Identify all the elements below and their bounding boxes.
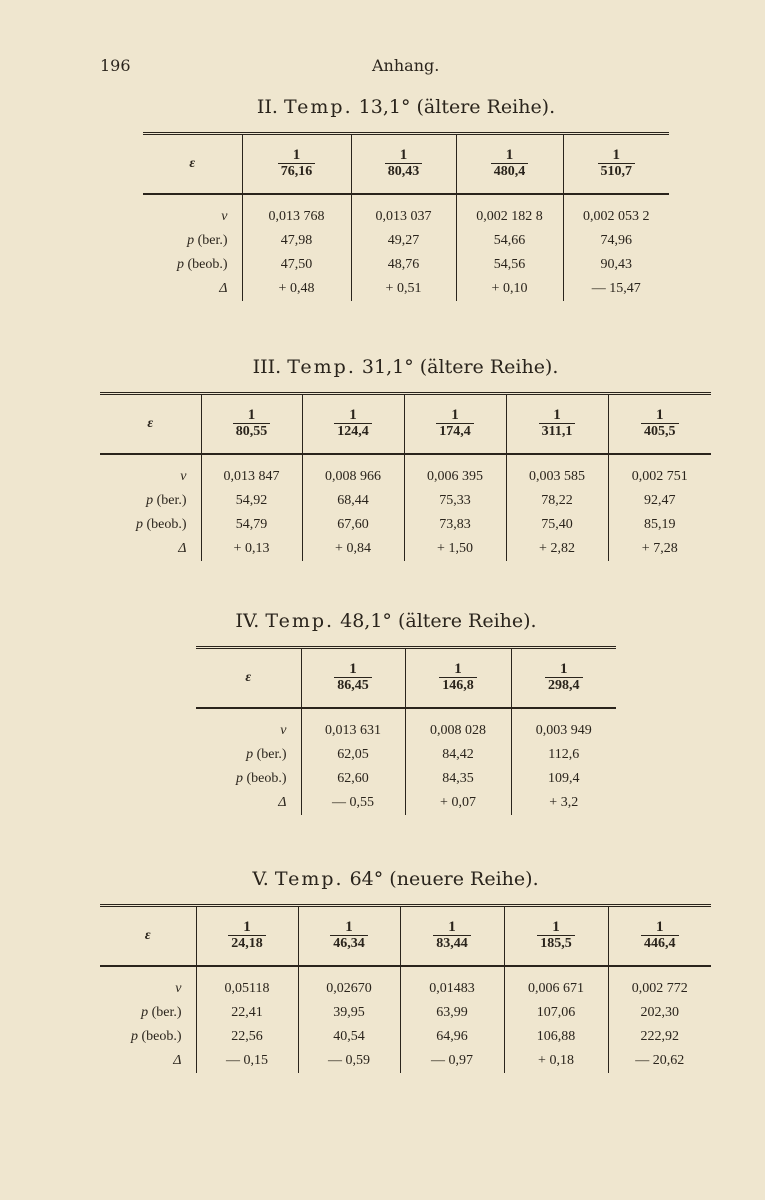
table-cell: 90,43: [563, 253, 669, 277]
label-symbol: p: [246, 747, 254, 762]
table-cell: 0,02670: [298, 966, 400, 1001]
fraction-numerator: 1: [612, 146, 620, 163]
fraction-denominator: 311,1: [539, 423, 576, 440]
table-cell: 84,42: [405, 743, 511, 767]
table-cell: + 0,51: [351, 277, 456, 301]
row-label: [196, 708, 301, 743]
table-cell: 78,22: [506, 489, 608, 513]
label-symbol: p: [176, 257, 184, 272]
row-label: [100, 1001, 196, 1025]
fraction-numerator: 1: [345, 918, 353, 935]
table-cell: 62,05: [301, 743, 405, 767]
label-extra: (beob.): [187, 257, 228, 272]
table-cell: + 7,28: [608, 537, 711, 561]
fraction-numerator: 1: [399, 146, 408, 163]
title-rest: 31,1° (ältere Reihe).: [361, 356, 559, 378]
fraction: [545, 662, 583, 694]
label-symbol: p: [130, 1029, 138, 1044]
table-cell: 48,76: [351, 253, 456, 277]
row-label: [100, 1049, 196, 1073]
table-cell: — 20,62: [608, 1049, 711, 1073]
header-row: [143, 134, 669, 195]
label-symbol: Δ: [219, 281, 228, 296]
fraction-denominator: 480,4: [491, 163, 529, 180]
table-cell: 84,35: [405, 767, 511, 791]
table-cell: 40,54: [298, 1025, 400, 1049]
fraction: [334, 408, 372, 440]
label-extra: (ber.): [151, 1005, 182, 1020]
label-extra: (beob.): [246, 771, 287, 786]
header-row: [100, 906, 711, 967]
fraction-numerator: 1: [454, 660, 462, 677]
fraction-numerator: 1: [349, 406, 357, 423]
table-cell: 47,50: [242, 253, 351, 277]
row-label: [143, 229, 242, 253]
fraction-numerator: 1: [243, 918, 251, 935]
fraction: [439, 662, 477, 694]
fraction-denominator: 174,4: [436, 423, 474, 440]
title-numeral: II.: [256, 96, 278, 118]
table-row-p-ber: [100, 489, 711, 513]
running-head: Anhang.: [372, 56, 440, 75]
fraction: [330, 920, 368, 952]
fraction-numerator: 1: [349, 660, 357, 677]
eps-header: [143, 134, 242, 195]
table-row-p-ber: [100, 1001, 711, 1025]
table-cell: 202,30: [608, 1001, 711, 1025]
row-label: [143, 277, 242, 301]
row-label: [100, 537, 201, 561]
eps-label: ε: [147, 416, 154, 431]
fraction: [641, 920, 679, 952]
row-label: [196, 791, 301, 815]
fraction: [537, 920, 575, 952]
label-extra: (ber.): [256, 747, 287, 762]
fraction: [491, 148, 529, 180]
title-rest: 48,1° (ältere Reihe).: [340, 610, 537, 632]
section-title: [80, 868, 711, 890]
table-cell: 0,002 053 2: [563, 194, 669, 229]
table-cell: — 0,55: [301, 791, 405, 815]
header-row: [100, 394, 711, 455]
fraction-numerator: 1: [560, 660, 568, 677]
section-iii: [100, 356, 711, 561]
header-cell: [608, 394, 711, 455]
table-cell: 54,79: [201, 513, 302, 537]
table-cell: 106,88: [504, 1025, 608, 1049]
title-rest: 64° (neuere Reihe).: [349, 868, 539, 890]
table-cell: 49,27: [351, 229, 456, 253]
table-cell: + 1,50: [404, 537, 506, 561]
label-extra: (beob.): [146, 517, 187, 532]
header-cell: [351, 134, 456, 195]
fraction-denominator: 405,5: [641, 423, 679, 440]
table-cell: 75,33: [404, 489, 506, 513]
label-symbol: Δ: [278, 795, 287, 810]
page-header: [0, 56, 765, 76]
fraction-numerator: 1: [448, 918, 456, 935]
table-row-p-beob: [143, 253, 669, 277]
table-cell: — 0,97: [400, 1049, 504, 1073]
table-cell: 0,006 671: [504, 966, 608, 1001]
row-label: [143, 253, 242, 277]
fraction-denominator: 46,34: [330, 935, 368, 952]
label-symbol: p: [187, 233, 195, 248]
fraction: [233, 408, 271, 440]
fraction-denominator: 80,55: [233, 423, 271, 440]
fraction-numerator: 1: [552, 918, 560, 935]
data-table: [100, 392, 711, 561]
fraction: [278, 148, 316, 180]
eps-label: ε: [144, 928, 151, 943]
row-label: [100, 513, 201, 537]
table-cell: 68,44: [302, 489, 404, 513]
section-title: [100, 356, 711, 378]
title-word: Temp.: [283, 96, 353, 118]
label-symbol: p: [141, 1005, 149, 1020]
table-cell: 0,008 966: [302, 454, 404, 489]
fraction-denominator: 86,45: [334, 677, 372, 694]
table-row-p-beob: [196, 767, 616, 791]
table-cell: 63,99: [400, 1001, 504, 1025]
fraction-denominator: 146,8: [439, 677, 477, 694]
table-row-p-ber: [143, 229, 669, 253]
table-cell: — 0,15: [196, 1049, 298, 1073]
header-cell: [298, 906, 400, 967]
table-row-delta: [100, 1049, 711, 1073]
label-symbol: v: [221, 209, 228, 224]
table-cell: 0,002 751: [608, 454, 711, 489]
fraction-numerator: 1: [656, 406, 664, 423]
table-cell: 74,96: [563, 229, 669, 253]
header-cell: [405, 648, 511, 709]
header-cell: [404, 394, 506, 455]
header-row: [196, 648, 616, 709]
table-cell: 54,92: [201, 489, 302, 513]
table-cell: 75,40: [506, 513, 608, 537]
table-cell: 0,006 395: [404, 454, 506, 489]
page-number: 196: [100, 56, 131, 75]
table-cell: 0,013 847: [201, 454, 302, 489]
header-cell: [608, 906, 711, 967]
table-cell: 0,003 949: [511, 708, 616, 743]
eps-label: ε: [245, 670, 252, 685]
table-cell: 0,003 585: [506, 454, 608, 489]
table-cell: + 0,48: [242, 277, 351, 301]
table-cell: + 2,82: [506, 537, 608, 561]
table-cell: 62,60: [301, 767, 405, 791]
table-row-v: [100, 454, 711, 489]
data-table: [143, 132, 669, 301]
fraction: [385, 148, 423, 180]
row-label: [143, 194, 242, 229]
table-cell: 0,01483: [400, 966, 504, 1001]
table-cell: 0,008 028: [405, 708, 511, 743]
label-symbol: v: [180, 469, 187, 484]
fraction-numerator: 1: [553, 406, 561, 423]
table-cell: 64,96: [400, 1025, 504, 1049]
fraction: [334, 662, 372, 694]
table-cell: + 0,07: [405, 791, 511, 815]
fraction-denominator: 446,4: [641, 935, 679, 952]
fraction-denominator: 80,43: [385, 163, 423, 180]
table-cell: 112,6: [511, 743, 616, 767]
header-cell: [196, 906, 298, 967]
fraction-numerator: 1: [247, 406, 256, 423]
row-label: [100, 454, 201, 489]
label-extra: (beob.): [141, 1029, 182, 1044]
label-symbol: p: [135, 517, 143, 532]
row-label: [100, 1025, 196, 1049]
table-row-delta: [100, 537, 711, 561]
title-rest: 13,1° (ältere Reihe).: [358, 96, 556, 118]
header-cell: [504, 906, 608, 967]
table-row-v: [143, 194, 669, 229]
section-title: [156, 610, 616, 632]
fraction-denominator: 298,4: [545, 677, 583, 694]
data-table: [100, 904, 711, 1073]
eps-header: [100, 906, 196, 967]
table-row-delta: [143, 277, 669, 301]
header-cell: [201, 394, 302, 455]
eps-header: [196, 648, 301, 709]
section-iv: [196, 610, 616, 815]
fraction: [598, 148, 636, 180]
fraction-denominator: 24,18: [228, 935, 266, 952]
fraction: [641, 408, 679, 440]
title-word: Temp.: [265, 610, 335, 632]
title-word: Temp.: [274, 868, 344, 890]
eps-label: ε: [189, 156, 196, 171]
label-symbol: p: [235, 771, 243, 786]
row-label: [196, 767, 301, 791]
title-numeral: IV.: [235, 610, 260, 632]
data-table: [196, 646, 616, 815]
fraction-numerator: 1: [656, 918, 664, 935]
table-row-v: [100, 966, 711, 1001]
table-cell: + 3,2: [511, 791, 616, 815]
table-cell: 54,56: [456, 253, 563, 277]
fraction: [436, 408, 474, 440]
table-cell: 0,05118: [196, 966, 298, 1001]
title-word: Temp.: [287, 356, 356, 378]
fraction-denominator: 510,7: [598, 163, 636, 180]
table-cell: 0,013 037: [351, 194, 456, 229]
fraction-numerator: 1: [451, 406, 459, 423]
table-cell: 85,19: [608, 513, 711, 537]
table-row-p-beob: [100, 1025, 711, 1049]
table-cell: 73,83: [404, 513, 506, 537]
table-row-p-ber: [196, 743, 616, 767]
row-label: [100, 489, 201, 513]
title-numeral: III.: [252, 356, 282, 378]
header-cell: [400, 906, 504, 967]
table-cell: 222,92: [608, 1025, 711, 1049]
label-symbol: p: [146, 493, 154, 508]
header-cell: [563, 134, 669, 195]
eps-header: [100, 394, 201, 455]
table-cell: 109,4: [511, 767, 616, 791]
title-numeral: V.: [252, 868, 269, 890]
row-label: [196, 743, 301, 767]
fraction-numerator: 1: [505, 146, 514, 163]
section-title: [143, 96, 669, 118]
label-extra: (ber.): [156, 493, 187, 508]
header-cell: [506, 394, 608, 455]
section-ii: [143, 96, 669, 301]
table-cell: + 0,10: [456, 277, 563, 301]
header-cell: [456, 134, 563, 195]
table-cell: 92,47: [608, 489, 711, 513]
fraction: [433, 920, 471, 952]
header-cell: [511, 648, 616, 709]
table-cell: + 0,18: [504, 1049, 608, 1073]
label-symbol: v: [175, 981, 182, 996]
table-cell: — 15,47: [563, 277, 669, 301]
table-cell: 22,41: [196, 1001, 298, 1025]
header-cell: [301, 648, 405, 709]
label-symbol: Δ: [178, 541, 187, 556]
table-cell: 39,95: [298, 1001, 400, 1025]
table-cell: 107,06: [504, 1001, 608, 1025]
table-cell: 0,002 182 8: [456, 194, 563, 229]
fraction-denominator: 124,4: [334, 423, 372, 440]
fraction-denominator: 83,44: [433, 935, 471, 952]
table-cell: 0,013 768: [242, 194, 351, 229]
table-cell: 54,66: [456, 229, 563, 253]
table-cell: + 0,84: [302, 537, 404, 561]
header-cell: [302, 394, 404, 455]
fraction-numerator: 1: [292, 146, 301, 163]
table-cell: 47,98: [242, 229, 351, 253]
fraction-denominator: 76,16: [278, 163, 316, 180]
row-label: [100, 966, 196, 1001]
table-row-p-beob: [100, 513, 711, 537]
fraction: [539, 408, 576, 440]
table-row-delta: [196, 791, 616, 815]
header-cell: [242, 134, 351, 195]
fraction: [228, 920, 266, 952]
label-symbol: Δ: [173, 1053, 182, 1068]
table-row-v: [196, 708, 616, 743]
fraction-denominator: 185,5: [537, 935, 575, 952]
section-v: [100, 868, 711, 1073]
label-extra: (ber.): [197, 233, 228, 248]
table-cell: — 0,59: [298, 1049, 400, 1073]
table-cell: 0,013 631: [301, 708, 405, 743]
table-cell: + 0,13: [201, 537, 302, 561]
table-cell: 0,002 772: [608, 966, 711, 1001]
label-symbol: v: [280, 723, 287, 738]
table-cell: 67,60: [302, 513, 404, 537]
table-cell: 22,56: [196, 1025, 298, 1049]
